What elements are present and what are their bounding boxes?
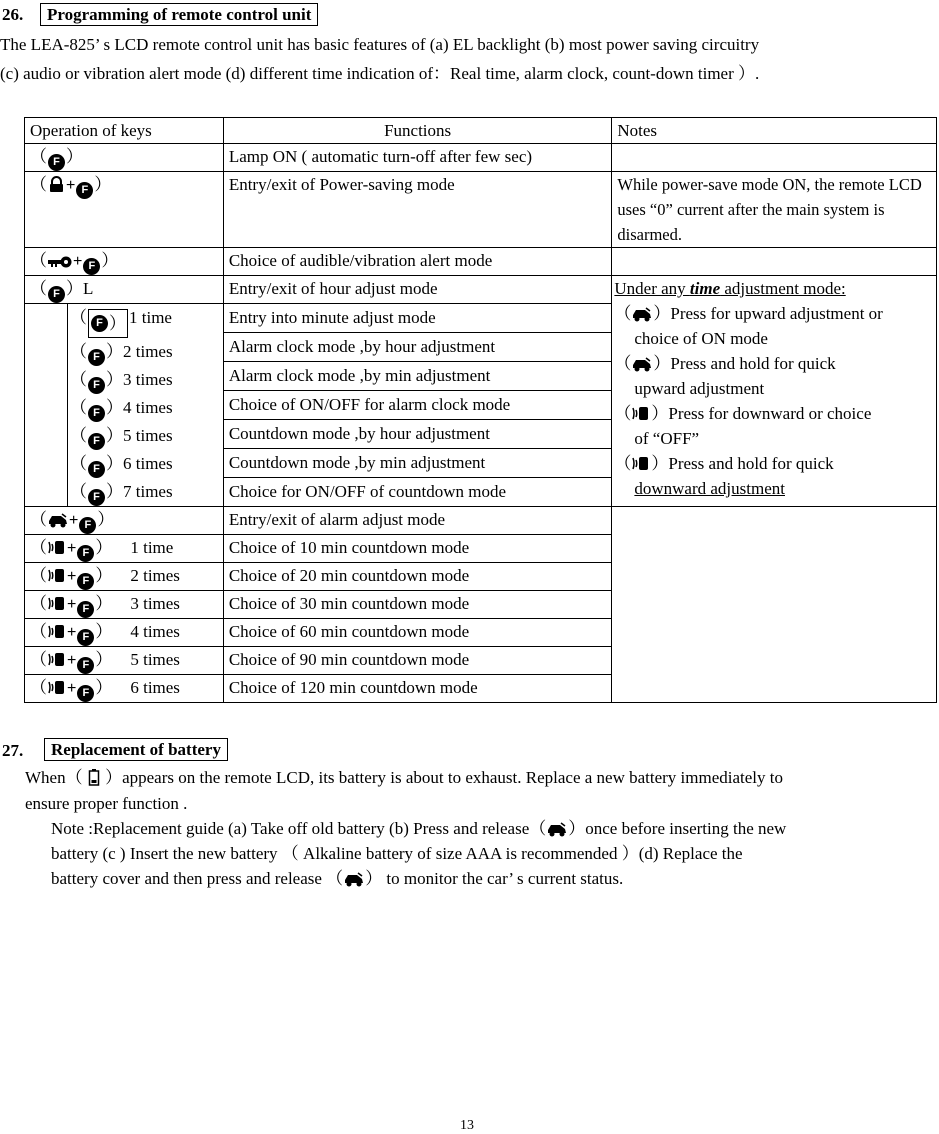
f-button-icon: F: [77, 545, 94, 562]
function-cell: Entry into minute adjust mode: [223, 304, 612, 333]
function-cell: Entry/exit of Power-saving mode: [223, 172, 612, 248]
bracket-close: ）: [66, 147, 83, 166]
press-count: 2 times: [130, 566, 180, 585]
table-row: [25, 507, 937, 535]
bracket-close: ）L: [66, 279, 94, 298]
f-button-icon: F: [77, 601, 94, 618]
keys-cell: [25, 248, 224, 276]
f-button-icon: F: [88, 489, 105, 506]
bracket-close: ）: [101, 251, 119, 270]
keys-cell: （ + F ） 2 times: [25, 563, 224, 591]
keys-cell: [25, 144, 224, 172]
function-cell: Choice of 60 min countdown mode: [223, 619, 612, 647]
sub-key-item: （ F ）5 times: [68, 422, 223, 450]
adjust-note-text: ）Press for downward or choice: [651, 404, 872, 423]
f-button-icon: F: [48, 154, 65, 171]
keys-cell: [25, 276, 224, 304]
speaker-icon: [632, 405, 650, 422]
note-text: ）once before inserting the new: [568, 819, 787, 838]
adjust-note-item: （ ）Press for downward or choice: [614, 404, 872, 423]
function-cell: Lamp ON ( automatic turn-off after few sec): [223, 144, 612, 172]
function-cell: Choice of ON/OFF for alarm clock mode: [223, 391, 612, 420]
function-cell: Choice of audible/vibration alert mode: [223, 248, 612, 276]
note-cell: [612, 248, 937, 276]
header-functions: Functions: [223, 118, 612, 144]
plus-sign: +: [67, 568, 77, 585]
function-cell: Choice of 90 min countdown mode: [223, 647, 612, 675]
note-cell: [612, 144, 937, 172]
keys-cell: （ + F ） 3 times: [25, 591, 224, 619]
f-button-icon-boxed: F ）: [88, 309, 128, 338]
adjust-note-text-cont: upward adjustment: [634, 379, 765, 398]
sub-key-item: （ F ）3 times: [68, 366, 223, 394]
note-line-2: battery (c ) Insert the new battery （ Alkaline battery of size AAA is recommended ）(d) Replace the: [51, 844, 743, 863]
plus-sign: +: [69, 512, 79, 529]
f-button-icon: F: [88, 349, 105, 366]
note-line-3: [51, 865, 623, 893]
bracket-open: （: [30, 147, 47, 166]
function-cell: Choice of 30 min countdown mode: [223, 591, 612, 619]
f-button-icon: F: [48, 286, 65, 303]
f-button-icon: F: [77, 685, 94, 702]
speaker-icon: [48, 679, 66, 696]
adjust-note-text: ）Press for upward adjustment or: [653, 304, 883, 323]
press-count: 4 times: [130, 622, 180, 641]
section-26-intro-line-1: The LEA-825’ s LCD remote control unit has basic features of (a) EL backlight (b) most power saving circuitry: [0, 35, 760, 54]
text-when: When: [25, 768, 66, 787]
speaker-icon: [48, 595, 66, 612]
note-text: ） to monitor the car’ s current status.: [365, 869, 624, 888]
plus-sign: +: [67, 540, 77, 557]
speaker-icon: [632, 455, 650, 472]
press-count: 3 times: [130, 594, 180, 613]
adjust-notes-title-post: adjustment mode:: [720, 279, 846, 298]
section-27-number: 27.: [2, 741, 24, 760]
plus-sign: +: [66, 177, 76, 194]
press-count: 2 times: [123, 342, 173, 361]
bracket-open: （: [30, 279, 47, 298]
adjust-note-item: （ ）Press for upward adjustment or: [614, 304, 883, 323]
sub-key-item: （ F ）2 times: [68, 338, 223, 366]
speaker-icon: [48, 623, 66, 640]
note-line-1: Note :Replacement guide (a) Take off old battery (b) Press and release（ ）once before inserting the new: [51, 819, 787, 838]
section-27-line-2: ensure proper function .: [25, 794, 188, 813]
adjust-note-text-cont: choice of ON mode: [634, 329, 768, 348]
press-count: 5 times: [123, 426, 173, 445]
text-appears: appears on the remote LCD, its battery is about to exhaust. Replace a new battery immediately to: [122, 768, 784, 787]
f-button-icon: F: [79, 517, 96, 534]
function-cell: Entry/exit of alarm adjust mode: [223, 507, 612, 535]
plus-sign: +: [67, 624, 77, 641]
key-operations-table: [24, 117, 937, 703]
function-cell: Countdown mode ,by hour adjustment: [223, 420, 612, 449]
f-button-icon: F: [88, 433, 105, 450]
car-icon: [632, 307, 652, 322]
adjust-notes-title-pre: Under any: [614, 279, 690, 298]
keys-cell: [25, 172, 224, 248]
keys-cell: （ + F ） 1 time: [25, 535, 224, 563]
section-27-title: Replacement of battery: [44, 738, 228, 761]
adjust-notes-title-em: time: [689, 279, 721, 298]
f-button-icon: F: [88, 405, 105, 422]
sub-keys-list: [67, 304, 223, 506]
adjust-note-text-cont: downward adjustment: [634, 479, 785, 498]
keys-cell: （ + F ）: [25, 507, 224, 535]
section-26-number: 26.: [2, 5, 24, 24]
speaker-icon: [48, 567, 66, 584]
bracket-open: （: [30, 175, 47, 194]
plus-sign: +: [67, 596, 77, 613]
adjust-notes-title: [614, 276, 934, 301]
sub-key-item: （ F ）4 times: [68, 394, 223, 422]
speaker-icon: [48, 539, 66, 556]
press-count: 1 time: [129, 308, 172, 327]
bracket-close: ）: [94, 175, 112, 194]
adjust-note-text: ）Press and hold for quick: [651, 454, 834, 473]
car-icon: [48, 513, 68, 528]
lock-icon: [48, 176, 65, 193]
sub-key-item: （ F ）7 times: [68, 478, 223, 506]
keys-cell: （ + F ） 4 times: [25, 619, 224, 647]
sub-keys-cell: [25, 304, 224, 507]
adjust-notes-cell: [612, 276, 937, 507]
car-icon: [632, 357, 652, 372]
section-26-intro-line-2: (c) audio or vibration alert mode (d) different time indication of：Real time, alarm clock, count-down timer ）.: [0, 64, 760, 83]
note-text: Note :Replacement guide (a) Take off old battery (b) Press and release: [51, 819, 530, 838]
battery-icon: [88, 769, 100, 786]
adjust-note-text: ）Press and hold for quick: [653, 354, 836, 373]
function-cell: Entry/exit of hour adjust mode: [223, 276, 612, 304]
function-cell: Choice of 10 min countdown mode: [223, 535, 612, 563]
section-26-title: Programming of remote control unit: [40, 3, 318, 26]
press-count: 1 time: [130, 538, 174, 557]
header-keys: Operation of keys: [25, 118, 224, 144]
sub-keys-spacer: [25, 304, 67, 506]
press-count: 6 times: [123, 454, 173, 473]
function-cell: Choice of 120 min countdown mode: [223, 675, 612, 703]
header-notes: Notes: [612, 118, 937, 144]
speaker-icon: [48, 651, 66, 668]
plus-sign: +: [67, 680, 77, 697]
f-button-icon: F: [76, 182, 93, 199]
function-cell: Alarm clock mode ,by min adjustment: [223, 362, 612, 391]
plus-sign: +: [67, 652, 77, 669]
sub-key-item: （ F ）6 times: [68, 450, 223, 478]
adjust-note-item: （ ）Press and hold for quick: [614, 354, 836, 373]
f-button-icon: F: [77, 573, 94, 590]
table-row: [25, 172, 937, 248]
function-cell: Countdown mode ,by min adjustment: [223, 449, 612, 478]
key-icon: [48, 255, 72, 269]
plus-sign: +: [73, 253, 83, 270]
press-count: 4 times: [123, 398, 173, 417]
f-button-icon: F: [77, 657, 94, 674]
section-27-line-1: When（ ）appears on the remote LCD, its battery is about to exhaust. Replace a new battery immediately to: [25, 768, 784, 787]
press-count: 5 times: [130, 650, 180, 669]
f-button-icon: F: [83, 258, 100, 275]
press-count: 6 times: [130, 678, 180, 697]
car-icon: [344, 872, 364, 887]
f-button-icon: F: [88, 461, 105, 478]
adjust-note-item: （ ）Press and hold for quick: [614, 454, 834, 473]
sub-key-item: （ F ） 1 time: [68, 304, 223, 338]
f-button-icon: F: [88, 377, 105, 394]
note-text: battery cover and then press and release （: [51, 869, 344, 888]
table-row: [25, 276, 937, 304]
table-row: [25, 248, 937, 276]
table-header-row: [25, 118, 937, 144]
note-cell-empty: [612, 507, 937, 703]
function-cell: Choice for ON/OFF of countdown mode: [223, 478, 612, 507]
page-number: 13: [460, 1118, 474, 1133]
note-cell: While power-save mode ON, the remote LCD uses “0” current after the main system is disarmed.: [612, 172, 937, 248]
f-button-icon: F: [77, 629, 94, 646]
table-row: [25, 144, 937, 172]
function-cell: Alarm clock mode ,by hour adjustment: [223, 333, 612, 362]
keys-cell: （ + F ） 6 times: [25, 675, 224, 703]
bracket-open: （: [30, 251, 47, 270]
keys-cell: （ + F ） 5 times: [25, 647, 224, 675]
function-cell: Choice of 20 min countdown mode: [223, 563, 612, 591]
car-icon: [547, 822, 567, 837]
press-count: 7 times: [123, 482, 173, 501]
adjust-note-text-cont: of “OFF”: [634, 429, 700, 448]
press-count: 3 times: [123, 370, 173, 389]
